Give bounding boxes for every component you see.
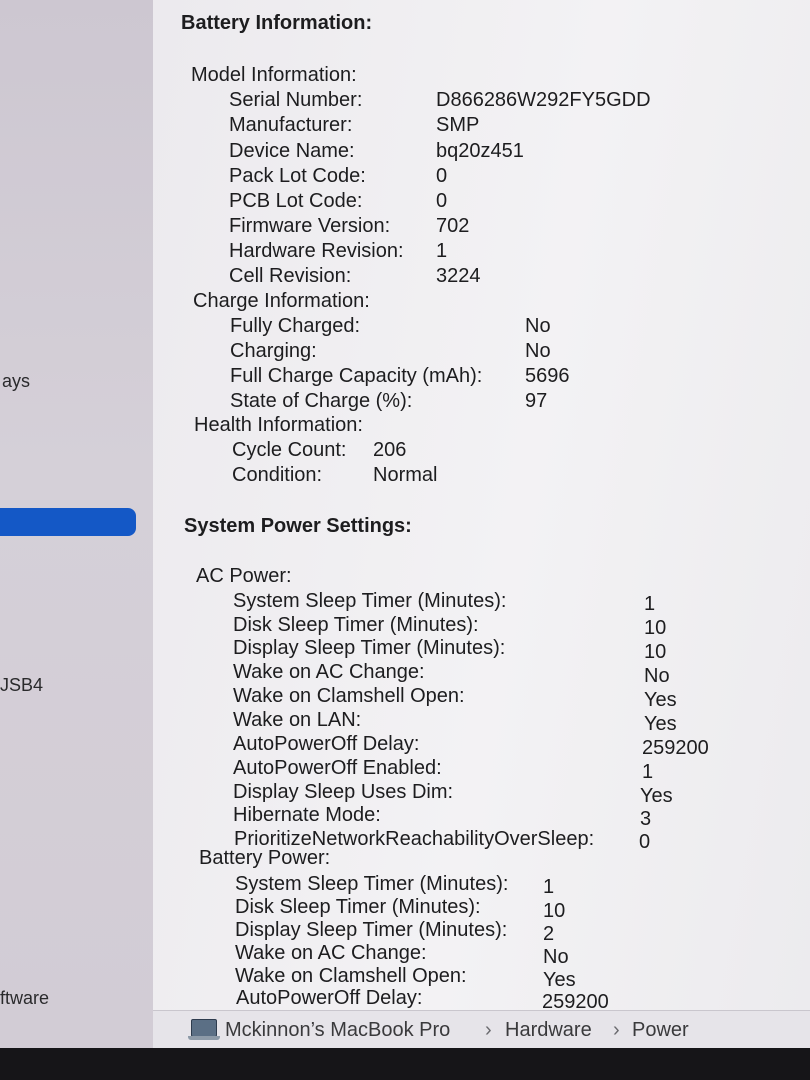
row-key: Wake on AC Change: [235, 942, 427, 964]
row-value: 206 [373, 439, 407, 461]
row-key: Wake on AC Change: [233, 661, 425, 683]
row-value: 5696 [525, 365, 570, 387]
row-key: Pack Lot Code: [229, 165, 366, 187]
path-bar [153, 1010, 810, 1049]
row-key: Display Sleep Uses Dim: [233, 781, 454, 803]
row-value: 0 [639, 831, 651, 853]
model-info-heading: Model Information: [191, 64, 357, 86]
row-value: No [525, 315, 551, 337]
row-value: 1 [642, 761, 654, 783]
sidebar [0, 0, 153, 1048]
path-separator: › [485, 1019, 492, 1041]
health-info-heading: Health Information: [194, 414, 363, 436]
row-key: PrioritizeNetworkReachabilityOverSleep: [234, 828, 595, 850]
row-key: Firmware Version: [229, 215, 391, 237]
row-value: 0 [436, 165, 448, 187]
macbook-icon [191, 1019, 217, 1037]
row-value: No [525, 340, 551, 362]
row-key: AutoPowerOff Enabled: [233, 757, 442, 779]
row-key: Charging: [230, 340, 317, 362]
path-item-hardware[interactable]: Hardware [505, 1019, 592, 1041]
row-value: Yes [644, 713, 677, 735]
battery-info-heading: Battery Information: [181, 12, 373, 34]
row-key: State of Charge (%): [230, 390, 413, 412]
row-key: Cycle Count: [232, 439, 347, 461]
power-settings-heading: System Power Settings: [184, 515, 412, 537]
row-key: Serial Number: [229, 89, 363, 111]
charge-info-heading: Charge Information: [193, 290, 370, 312]
row-value: 1 [644, 593, 656, 615]
row-value: bq20z451 [436, 140, 524, 162]
row-key: Wake on LAN: [233, 709, 362, 731]
row-key: Manufacturer: [229, 114, 353, 136]
row-value: 10 [543, 900, 566, 922]
row-key: Hibernate Mode: [233, 804, 381, 826]
sidebar-item-label[interactable]: ftware [0, 988, 50, 1008]
row-value: 97 [525, 390, 548, 412]
path-item-power[interactable]: Power [632, 1019, 689, 1041]
row-value: 259200 [542, 991, 609, 1010]
row-value: 1 [436, 240, 448, 262]
row-value: D866286W292FY5GDD [436, 89, 651, 111]
row-key: Disk Sleep Timer (Minutes): [235, 896, 481, 918]
row-key: Wake on Clamshell Open: [235, 965, 467, 987]
row-value: 702 [436, 215, 470, 237]
path-separator: › [613, 1019, 620, 1041]
row-value: Yes [640, 785, 673, 807]
row-key: Device Name: [229, 140, 355, 162]
row-value: SMP [436, 114, 480, 136]
row-value: No [543, 946, 569, 968]
row-key: PCB Lot Code: [229, 190, 363, 212]
row-value: 10 [644, 641, 667, 663]
row-key: Display Sleep Timer (Minutes): [235, 919, 508, 941]
row-value: Yes [543, 969, 576, 991]
row-value: 2 [543, 923, 555, 945]
row-key: AutoPowerOff Delay: [233, 733, 420, 755]
sidebar-item-selected[interactable] [0, 508, 136, 536]
row-value: 0 [436, 190, 448, 212]
row-key: Condition: [232, 464, 323, 486]
screen-bezel [0, 1048, 810, 1080]
row-value: 10 [644, 617, 667, 639]
row-key: Fully Charged: [230, 315, 361, 337]
row-key: Disk Sleep Timer (Minutes): [233, 614, 479, 636]
battery-power-heading: Battery Power: [199, 847, 331, 869]
row-value: Normal [373, 464, 438, 486]
row-value: 3224 [436, 265, 481, 287]
path-item-computer[interactable]: Mckinnon’s MacBook Pro [225, 1019, 451, 1041]
row-key: Hardware Revision: [229, 240, 404, 262]
sidebar-item-label[interactable]: JSB4 [0, 675, 44, 695]
row-value: No [644, 665, 670, 687]
report-content [153, 0, 810, 1010]
row-key: Full Charge Capacity (mAh): [230, 365, 483, 387]
row-key: AutoPowerOff Delay: [236, 987, 423, 1009]
row-key: System Sleep Timer (Minutes): [233, 590, 507, 612]
row-key: Display Sleep Timer (Minutes): [233, 637, 506, 659]
ac-power-heading: AC Power: [196, 565, 292, 587]
row-key: Cell Revision: [229, 265, 352, 287]
row-value: 1 [543, 876, 555, 898]
row-key: System Sleep Timer (Minutes): [235, 873, 509, 895]
row-value: 3 [640, 808, 652, 830]
sidebar-item-label[interactable]: ays [2, 371, 31, 391]
row-key: Wake on Clamshell Open: [233, 685, 465, 707]
row-value: 259200 [642, 737, 709, 759]
row-value: Yes [644, 689, 677, 711]
